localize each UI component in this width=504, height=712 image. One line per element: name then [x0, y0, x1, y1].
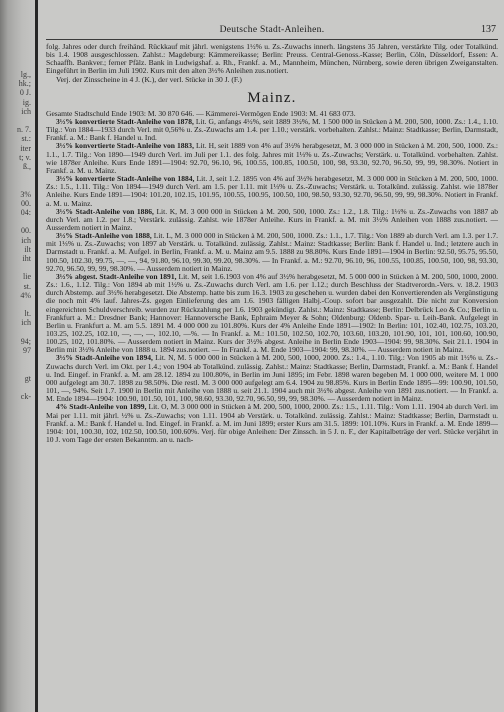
bleed-line: [0, 217, 34, 226]
bleed-line: ich: [21, 235, 31, 245]
bleed-line: [0, 365, 34, 374]
bleed-line: 0 J.: [19, 88, 31, 98]
bleed-line: ig.: [22, 97, 31, 107]
loan-entry: [46, 118, 498, 142]
bleed-line: lt.: [24, 309, 31, 319]
loan-entries: [46, 118, 498, 444]
page-spine-shadow: [35, 0, 38, 712]
bleed-line: [0, 355, 34, 364]
running-head: Deutsche Stadt-Anleihen.: [219, 25, 325, 35]
loan-entry: [46, 175, 498, 208]
loan-entry-title: 4% Stadt-Anleihe von 1899,: [56, 402, 147, 412]
bleed-line: st.: [23, 281, 31, 291]
intro-note: Verj. der Zinsscheine in 4 J. (K.), der verl. Stücke in 30 J. (F.): [56, 74, 242, 84]
bleed-line: [0, 263, 34, 272]
header-rule: [46, 39, 498, 40]
bleed-line: [0, 116, 34, 125]
bleed-line: 97: [23, 346, 31, 356]
bleed-line: t; v.: [19, 152, 31, 162]
bleed-line: ich: [21, 106, 31, 116]
bleed-line: 00.: [21, 226, 31, 236]
page-content: [46, 24, 498, 708]
loan-entry-body: Lit. G, anfangs 4½%, seit 1889 3½%, M. 1 500 000 in Stücken à M. 200, 500, 1000. Zs.: 1.4., 1.10. Tilg.: Von 1884—1933 durch Verl. mit 0,56% u. Zs.-Zuwachs am 1.4. per 1.10.; verstärk. vorbehalten. Zahlst.: Mainz: Stadtkasse; Berlin, Darmstadt, Frankf. a. M.: Bank f. Handel u. Ind.: [46, 116, 498, 143]
bleed-line: st.:: [21, 134, 31, 144]
loan-entry-title: 3½% konvertierte Stadt-Anleihe von 1878,: [56, 116, 194, 126]
bleed-line: [0, 171, 34, 180]
bleed-line: iter: [20, 143, 31, 153]
bleed-line: ck-: [20, 392, 31, 402]
bleed-line: 4%: [20, 290, 31, 300]
loan-entry-body: Lit. J, seit 1.2. 1895 von 4% auf 3½% herabgesetzt, M. 3 000 000 in Stücken à M. 200, 500, 1000. Zs.: 1.5., 1.11. Tilg.: Von 1894—1949 durch Verl. am 1.5. per 1.11. mit 1⅓% u. Zs.-Zuwachs; Verstärk. u. Totalkünd. zulässig. Zahlst. wie 1878er Anleihe. Kurs Ende 1891—1904: 101.20, 102.15, 101.95, 100.55, 100.95, 100.50, 100, 98.50, 93.30, 92.70, 96.50, 99, 99, 98.30%. Notiert in Frankf. a. M. u. Mainz.: [46, 174, 498, 208]
city-summary: Gesamte Stadtschuld Ende 1903: M. 30 870 646. — Kämmerei-Vermögen Ende 1903: M. 41 683 073.: [46, 108, 356, 118]
bleed-line: [0, 383, 34, 392]
loan-entry: [46, 354, 498, 403]
bleed-line: 04:: [20, 208, 31, 218]
bleed-line: 94;: [20, 336, 31, 346]
bleed-line: ilt: [24, 244, 31, 254]
bleed-line: [0, 180, 34, 189]
loan-entry-body: Lit. M, seit 1.6.1903 von 4% auf 3½% herabgesetzt, M. 5 000 000 in Stücken à M. 200, 500, 1000, 2000. Zs.: 1.6., 1.12. Tilg.: Von 1894 ab mit 1½% u. Zs.-Zuwachs durch Verl. am 1.6. per 1.12.; durch Beschluss der Stadtverordn.-Vers. v. 18.2. 1903 durch Abstemp. auf 3½% herabgesetzt. Die Abstemp. hatte bis zum 16.3. 1903 zu geschehen u. wurden dabei den Konvertierenden als Vergünstigung die noch mit 4% lauf. Jahres-Zs. gegen Einlieferung des am 1.6. 1903 fälligen Halbj.-Coup. sofort bar ausgezahlt. Die nicht zur Konversion eingereichten Schuldverschreib. wurden zur Rückzahlung per 1.6. 1903 gekündigt. Zahlst.: Mainz: Stadtkasse; Berlin: Delbrück Leo & Co.; Berlin u. Frankfurt a. M.: Dresdner Bank; Hannover: Hannoversche Bank, Ephraim Meyer & Sohn; Oldenburg: Oldenb. Spar- u. Leih-Bank. Aufgelegt in Berlin u. Frankfurt a. M. am 5.5. 1891 M. 4 000 000 zu 101.80%. Kurs der 4% Anleihe Ende 1891—1902: In Berlin: 101, 102.40, 102.75, 103.20, 103.25, 102.25, 102.10, —, —, —, 102.10, —%. — In Frankf. a. M.: 101.50, 102.50, 102.70, 103.60, 103.20, 101.90, 101, 101, 100.60, 100.90, 100.25, 102, 101.80%. — Ausserdem notiert in Mainz. Kurs der 3½% abgest. Anleihe in Berlin Ende 1903—1904: 99, 98.30%. Seit 21.1. 1904 in Berlin mit 3½% Anleihe von 1888 u. 1894 zus.notiert. — In Frankf. a. M. Ende 1903—1904: 99, 98.30%. — Ausserdem notiert in Mainz.: [46, 271, 498, 355]
bleed-line: [0, 300, 34, 309]
loan-entry-title: 3½% Stadt-Anleihe von 1886,: [56, 206, 154, 216]
loan-entry-title: 3½% konvertierte Stadt-Anleihe von 1883,: [56, 141, 194, 151]
loan-entry-title: 3½% Stadt-Anleihe von 1888,: [56, 231, 152, 241]
loan-entry-body: Lit. L, M. 3 000 000 in Stücken à M. 200, 500, 1000. Zs.: 1.1., 1.7. Tilg.: Von 1889 ab durch Verl. am 1.3. per 1.7. mit 1⅓% u. Zs.-Zuwachs; von 1897 ab Verstärk. u. Totalkünd. zulässig. Zahlst.: Mainz: Stadtkasse; Berlin: Bank f. Handel u. Ind.; letztere auch in Darmstadt u. Frankf. a. M. Aufgel. in Berlin, Frankf. a. M. u. Mainz am 9.5. 1888 zu 98.80%. Kurs Ende 1891—1904 in Berlin: 92.50, 95.75, 95.50, 100.50, 102.30, 99.75, —, —, 94, 91.80, 96.10, 99.30, 99.20, 98.30%. — In Frankf. a. M.: 92.70, 96.10, 96, 100.55, 100.85, 100.50, 100, 98, 93.30, 92.70, 96.50, 99, 99, 98.30%. — Ausserdem notiert in Mainz.: [46, 231, 498, 273]
loan-entry-body: Lit. H, seit 1889 von 4% auf 3½% herabgesetzt, M. 3 000 000 in Stücken à M. 200, 500, 1000. Zs.: 1.1., 1.7. Tilg.: Von 1890—1949 durch Verl. im Juli per 1.1. des folg. Jahres mit 1⅓% u. Zs.-Zuwachs; Verstärk. u. Totalkünd. vorbehalten. Zahlst. wie 1878er Anleihe. Kurs Ende 1891—1904: 92.70, 96.10, 96, 100.55, 100.85, 100.50, 100, 98, 93.30, 92.70, 96.50, 99, 99, 98.30%. Notiert in Frankf. a. M. u. Mainz.: [46, 141, 498, 175]
loan-entry-body: Lit. K, M. 3 000 000 in Stücken à M. 200, 500, 1000. Zs.: 1.2., 1.8. Tilg.: 1⅓% u. Zs.-Zuwachs von 1887 ab durch Verl. am 1.2. per 1.8.; Verstärk. zulässig. Zahlst. wie 1878er Anleihe. Kurs in Frankf. a. M. mit 3½% Anleihen von 1888 zus.notiert. — Ausserdem notiert in Mainz.: [46, 206, 498, 232]
bleed-line: 00.: [21, 198, 31, 208]
loan-entry: [46, 232, 498, 273]
bleed-line: ich: [21, 318, 31, 328]
bleed-line: lie: [23, 272, 31, 282]
bleed-line: gt: [24, 373, 31, 383]
bleed-line: hk.;: [18, 79, 31, 89]
adjacent-page-bleed: [0, 70, 34, 430]
loan-entry-body: Lit. O, M. 3 000 000 in Stücken à M. 200, 500, 1000, 2000. Zs.: 1.5., 1.11. Tilg.: Vom 1.11. 1904 ab durch Verl. im Mai per 1.11. mit jährl. ½% u. Zs.-Zuwachs; von 1.11. 1904 ab Verstärk. u. Totalkünd. zulässig. Zahlst.: Mainz: Stadtkasse; Berlin, Darmstadt u. Frankf. a. M.: Bank f. Handel u. Ind. Eingef. in Frankf. a. M. im Juni 1899; erster Kurs am 31.5. 1899: 101.10%. Kurs in Frankf. a. M. Ende 1899—1904: 101, 100.30, 102, 102.50, 100.50, 100.60%. Verj. für obige Anleihen: Der Zinssch. in 5 J. n. F., der Kapitalbeträge der verl. Stücke verjährt in 10 J. vom Tage der ersten Bekanntm. an u. nach-: [46, 402, 498, 445]
bleed-line: iht: [22, 254, 31, 264]
loan-entry-body: Lit. N, M. 5 000 000 in Stücken à M. 200, 500, 1000, 2000. Zs.: 1.4., 1.10. Tilg.: Von 1905 ab mit 1½% u. Zs.-Zuwachs durch Verl. im Okt. per 1.4.; von 1904 ab Totalkünd. zulässig. Zahlst.: Mainz: Stadtkasse; Berlin, Darmstadt, Frankf. a. M.: Bank f. Handel u. Ind. Eingef. in Frankf. a. M. am 28.12. 1894 zu 100.80%, in Berlin im Juni 1895; im Febr. 1898 waren begeben M. 1 000 000, weitere M. 1 000 000 aufgelegt am 30.7. 1898 zu 98.50%. Die restl. M. 3 000 000 aufgelegt am 6.4. 1904 zu 98.85%. Kurs in Berlin Ende 1895—99: 100.90, 101.50, 101, —, 94%. Seit 1.7. 1900 in Berlin mit Anleihe von 1888 u. seit 21.1. 1904 auch mit 3½% abgest. Anleihe von 1891 zus.notiert. — In Frankf. a. M. Ende 1894—1904: 100.90, 101.50, 101, 100, 98.60, 93.30, 92.70, 96.50, 99, 99, 98.30%. — Ausserdem notiert in Mainz.: [46, 353, 498, 404]
loan-entry: [46, 142, 498, 175]
loan-entry-title: 3½% abgest. Stadt-Anleihe von 1891,: [56, 271, 177, 281]
bleed-line: 3%: [20, 189, 31, 199]
bleed-line: n. 7.: [17, 125, 31, 135]
loan-entry: [46, 273, 498, 355]
loan-entry: [46, 208, 498, 232]
loan-entry: [46, 403, 498, 444]
bleed-line: lg.,: [20, 70, 31, 79]
page-header: [46, 24, 498, 38]
loan-entry-title: 3½% Stadt-Anleihe von 1894,: [56, 353, 153, 363]
loan-entry-title: 3½% konvertierte Stadt-Anleihe von 1884,: [56, 174, 195, 184]
bleed-line: [0, 328, 34, 337]
intro-paragraph: folg. Jahres oder durch freihänd. Rückkauf mit jährl. wenigstens 1½% u. Zs.-Zuwachs innerh. längstens 35 Jahren, verstärkte Tilg. oder Totalkünd. bis 1.4. 1908 ausgeschlossen. Zahlst.: Magdeburg: Kämmereikasse; Berlin: Preuss. Central-Genoss.-Kasse; Berlin, Cöln, Düsseldorf, Essen: A. Schaaffh. Bankver.; ferner Pfälz. Bank in Ludwigshaf. a. Rh., Frankf. a. M., Mannheim, München, Nürnberg, sowie deren übrigen Zweiganstalten. Eingeführt in Berlin im Juli 1902. Kurs mit den alten 3½% Anleihen zus.notiert.: [46, 42, 498, 76]
bleed-line: ß.,: [23, 162, 31, 172]
page-number: 137: [481, 24, 496, 35]
city-title: Mainz.: [247, 89, 297, 106]
